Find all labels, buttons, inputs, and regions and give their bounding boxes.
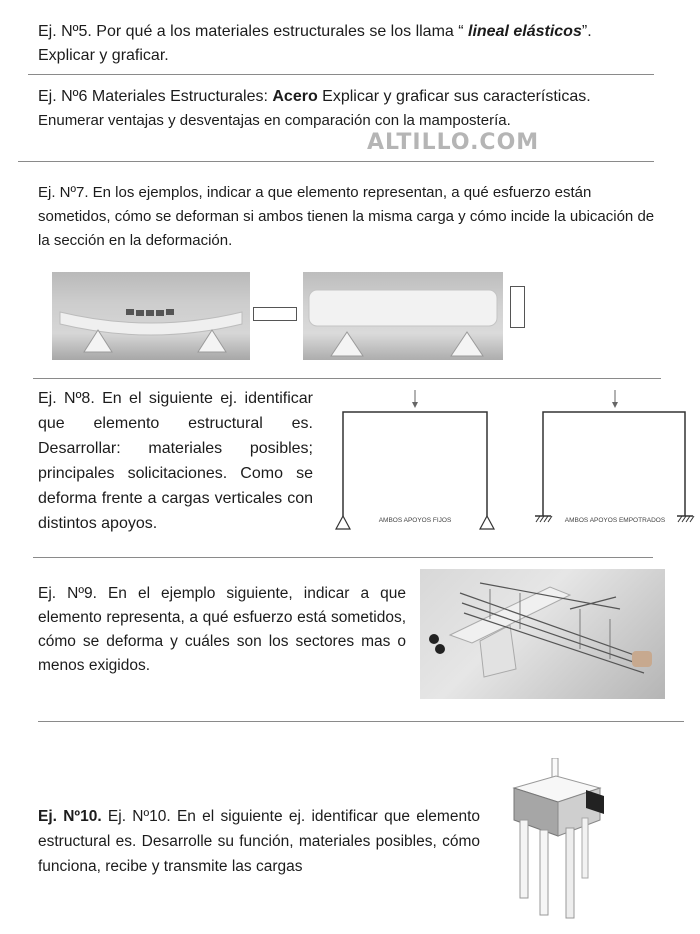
exercise-6-prefix: Ej. Nº6 Materiales Estructurales: — [38, 88, 273, 105]
portal-frame-fixed-ends — [527, 388, 697, 538]
exercise-5-prefix: Ej. Nº5. Por qué a los materiales estructurales se los llama “ — [38, 23, 469, 40]
exercise-5-line-2: Explicar y graficar. — [38, 47, 169, 64]
frame1-label: AMBOS APOYOS FIJOS — [378, 517, 452, 524]
divider-4 — [33, 557, 653, 558]
exercise-5 — [38, 20, 658, 68]
section-rect-vertical — [510, 286, 525, 328]
exercise-10-text: Ej. Nº10. En el siguiente ej. identificar que elemento estructural es. Desarrolle su función, materiales posibles, cómo funciona, recibe y transmite las cargas — [38, 808, 480, 875]
divider-2 — [18, 161, 654, 162]
frame2-label: AMBOS APOYOS EMPOTRADOS — [564, 517, 666, 524]
photo-beam-thick-drawing — [303, 272, 503, 360]
watermark: ALTILLO.COM — [367, 130, 540, 155]
divider-5 — [38, 721, 684, 722]
model-column-capital — [500, 758, 610, 923]
divider-1 — [28, 74, 654, 75]
exercise-6-suffix: Explicar y graficar sus características. — [317, 88, 591, 105]
section-rect-horizontal — [253, 307, 297, 321]
exercise-10-prefix: Ej. Nº10. — [38, 808, 102, 825]
exercise-5-suffix: ”. — [581, 23, 592, 40]
photo-beam-bent-drawing — [52, 272, 250, 360]
exercise-7: Ej. Nº7. En los ejemplos, indicar a que elemento representan, a qué esfuerzo están sometidos, cómo se deforman si ambos tienen la misma carga y cómo incide la ubicación de la sección en la deformación. — [38, 184, 655, 249]
exercise-6-line-2: Enumerar ventajas y desventajas en comparación con la mampostería. — [38, 112, 511, 129]
divider-3 — [33, 378, 661, 379]
exercise-6 — [38, 85, 668, 133]
exercise-6-bold: Acero — [272, 88, 318, 105]
exercise-10 — [38, 804, 480, 879]
exercise-9: Ej. Nº9. En el ejemplo siguiente, indicar a que elemento representa, a qué esfuerzo está sometidos, cómo se deforma y cuáles son los sectores mas o menos exigidos. — [38, 585, 406, 674]
exercise-6-line-1 — [38, 85, 668, 109]
exercise-8: Ej. Nº8. En el siguiente ej. identificar que elemento estructural es. Desarrollar: materiales posibles; principales solicitaciones. Como se deforma frente a cargas verticales con distintos apoyos. — [38, 390, 313, 532]
exercise-5-term: lineal elásticos — [468, 23, 582, 40]
photo-cantilever-drawing — [420, 569, 665, 699]
photo-cantilever — [420, 569, 665, 699]
photo-beam-thick — [303, 272, 503, 360]
exercise-5-line-1 — [38, 20, 658, 44]
photo-beam-bent — [52, 272, 250, 360]
portal-frame-fixed-supports — [330, 388, 500, 538]
